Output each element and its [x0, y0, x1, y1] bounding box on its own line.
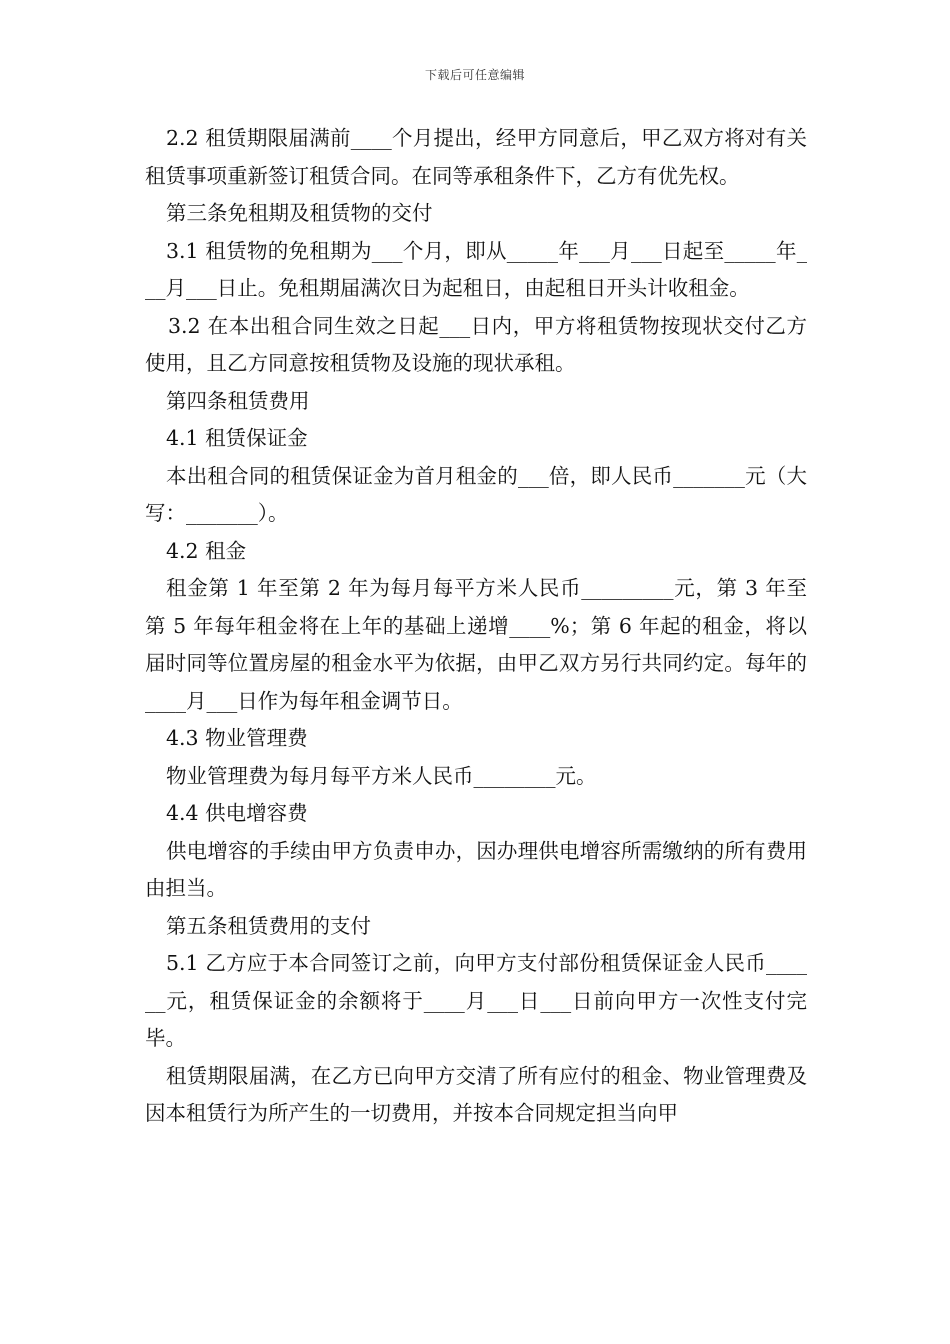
clause-4-4-heading: 4.4 供电增容费: [166, 801, 308, 825]
clause-4-1-text: 本出租合同的租赁保证金为首月租金的___倍，即人民币_______元（大写：_______）。: [145, 463, 807, 525]
contract-body: [145, 120, 807, 1133]
clause-4-3-heading: 4.3 物业管理费: [166, 726, 308, 750]
article-5-heading: 第五条租赁费用的支付: [166, 913, 371, 938]
clause-4-2-heading: 4.2 租金: [166, 538, 247, 563]
clause-4-1-heading: 4.1 租赁保证金: [166, 426, 308, 450]
clause-4-4-text: 供电增容的手续由甲方负责申办，因办理供电增容所需缴纳的所有费用由担当。: [145, 838, 807, 900]
clause-2-2: 2.2 租赁期限届满前____个月提出，经甲方同意后，甲乙双方将对有关租赁事项重新签订租赁合同。在同等承租条件下，乙方有优先权。: [145, 126, 807, 188]
clause-4-2-text: 租金第 1 年至第 2 年为每月每平方米人民币_________元，第 3 年至第 5 年每年租金将在上年的基础上递增____%；第 6 年起的租金，将以届时同等位置房屋的租金水平为依据，由甲乙双方另行共同约定。每年的____月___日作为每年租金调节日。: [145, 576, 807, 713]
article-4-heading: 第四条租赁费用: [166, 388, 310, 413]
page-header-note: 下载后可任意编辑: [424, 68, 525, 82]
clause-3-2: 3.2 在本出租合同生效之日起___日内，甲方将租赁物按现状交付乙方使用，且乙方同意按租赁物及设施的现状承租。: [145, 313, 807, 375]
clause-3-1: 3.1 租赁物的免租期为___个月，即从_____年___月___日起至_____年___月___日止。免租期届满次日为起租日，由起租日开头计收租金。: [145, 238, 807, 300]
clause-5-1-continued: 租赁期限届满，在乙方已向甲方交清了所有应付的租金、物业管理费及因本租赁行为所产生的一切费用，并按本合同规定担当向甲: [145, 1063, 807, 1125]
clause-4-3-text: 物业管理费为每月每平方米人民币________元。: [166, 763, 597, 788]
clause-5-1: 5.1 乙方应于本合同签订之前，向甲方支付部份租赁保证金人民币______元，租赁保证金的余额将于____月___日___日前向甲方一次性支付完毕。: [145, 951, 807, 1050]
article-3-heading: 第三条免租期及租赁物的交付: [166, 201, 433, 225]
